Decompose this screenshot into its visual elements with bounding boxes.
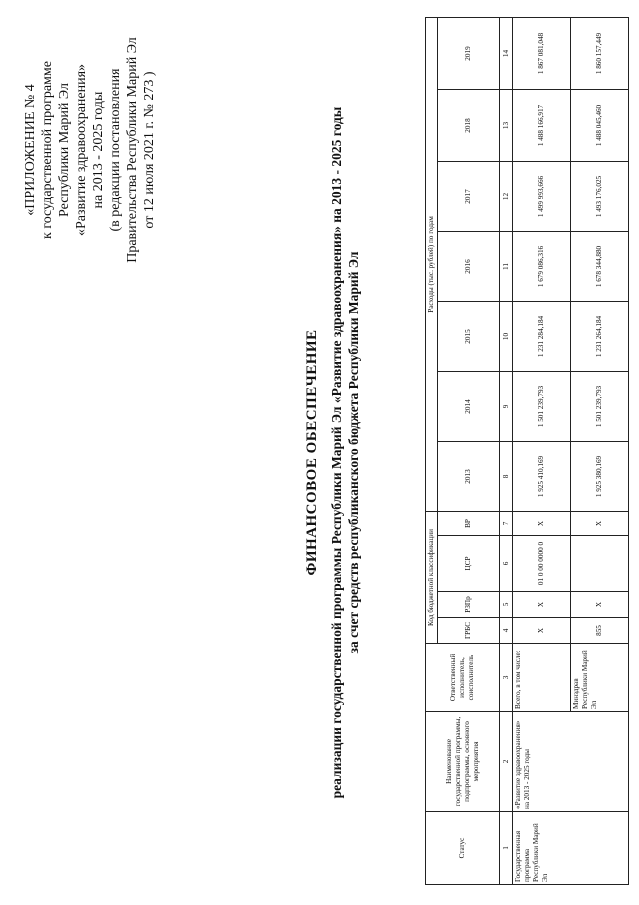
column-number: 1 (500, 812, 513, 885)
column-number: 8 (500, 442, 513, 512)
document-title: ФИНАНСОВОЕ ОБЕСПЕЧЕНИЕ (304, 329, 320, 576)
cell-value: 1 925 410,169 (513, 442, 571, 512)
cell-grbs: 855 (571, 618, 629, 644)
header-executor: Ответственный исполнитель, соисполнитель (426, 644, 500, 712)
cell-executor: Всего, в том числе: (513, 644, 571, 712)
column-number: 4 (500, 618, 513, 644)
header-year: 2019 (438, 18, 500, 90)
column-number: 10 (500, 302, 513, 372)
cell-value: 1 231 264,184 (571, 302, 629, 372)
header-year: 2018 (438, 90, 500, 162)
column-number: 12 (500, 162, 513, 232)
appendix-line: Республики Марий Эл (57, 83, 72, 217)
table-row (513, 18, 571, 885)
header-grbs: ГРБС (438, 618, 500, 644)
cell-executor: Минздрав Республики Марий Эл (571, 644, 629, 712)
appendix-block (22, 35, 158, 265)
cell-value: 1 501 239,793 (513, 372, 571, 442)
cell-rzpr: X (513, 592, 571, 618)
document-subtitle: реализации государственной программы Республики Марий Эл «Развитие здравоохранения» на 2013 - 2025 годы (329, 106, 344, 799)
cell-csr (571, 536, 629, 592)
cell-value: 1 501 239,793 (571, 372, 629, 442)
column-number: 14 (500, 18, 513, 90)
cell-rzpr: X (571, 592, 629, 618)
header-rzpr: РЗПр (438, 592, 500, 618)
cell-value: 1 867 081,048 (513, 18, 571, 90)
cell-csr: 01 0 00 0000 0 (513, 536, 571, 592)
column-number: 5 (500, 592, 513, 618)
header-name: Наименование государственной программы, подпрограммы, основного мероприятия (426, 712, 500, 812)
header-budget-code: Код бюджетной классификации (426, 512, 438, 644)
cell-value: 1 925 380,169 (571, 442, 629, 512)
cell-value: 1 499 993,666 (513, 162, 571, 232)
column-number: 7 (500, 512, 513, 536)
document-subtitle-2: за счет средств республиканского бюджета Республики Марий Эл (346, 251, 361, 654)
header-year: 2016 (438, 232, 500, 302)
appendix-line: на 2013 - 2025 годы (91, 91, 106, 209)
header-csr: ЦСР (438, 536, 500, 592)
cell-grbs: X (513, 618, 571, 644)
appendix-line: Правительства Республики Марий Эл (125, 37, 140, 263)
appendix-line: от 12 июля 2021 г. № 273 ) (142, 71, 157, 229)
column-number: 9 (500, 372, 513, 442)
header-vr: ВР (438, 512, 500, 536)
cell-value: 1 493 176,025 (571, 162, 629, 232)
cell-value: 1 860 157,449 (571, 18, 629, 90)
header-year: 2017 (438, 162, 500, 232)
appendix-line: «Развитие здравоохранения» (74, 63, 89, 237)
cell-status: Государственная программа Республики Марий Эл (513, 812, 629, 885)
document-heading (303, 0, 362, 905)
appendix-line: (в редакции постановления (108, 68, 123, 232)
header-year: 2013 (438, 442, 500, 512)
column-number: 6 (500, 536, 513, 592)
column-number: 11 (500, 232, 513, 302)
financing-table (425, 17, 629, 885)
header-status: Статус (426, 812, 500, 885)
column-number: 3 (500, 644, 513, 712)
header-expenses: Расходы (тыс. рублей) по годам (426, 18, 438, 512)
cell-value: 1 679 086,316 (513, 232, 571, 302)
column-number: 2 (500, 712, 513, 812)
cell-name: «Развитие здравоохранения» на 2013 - 2025 годы (513, 712, 629, 812)
table-header-row (426, 18, 438, 885)
header-year: 2014 (438, 372, 500, 442)
cell-value: 1 231 284,184 (513, 302, 571, 372)
cell-value: 1 488 166,917 (513, 90, 571, 162)
header-year: 2015 (438, 302, 500, 372)
cell-vr: X (571, 512, 629, 536)
cell-value: 1 488 045,460 (571, 90, 629, 162)
appendix-line: к государственной программе (40, 61, 55, 239)
column-number-row (500, 18, 513, 885)
cell-value: 1 678 344,880 (571, 232, 629, 302)
appendix-line: «ПРИЛОЖЕНИЕ № 4 (23, 84, 38, 216)
cell-vr: X (513, 512, 571, 536)
column-number: 13 (500, 90, 513, 162)
